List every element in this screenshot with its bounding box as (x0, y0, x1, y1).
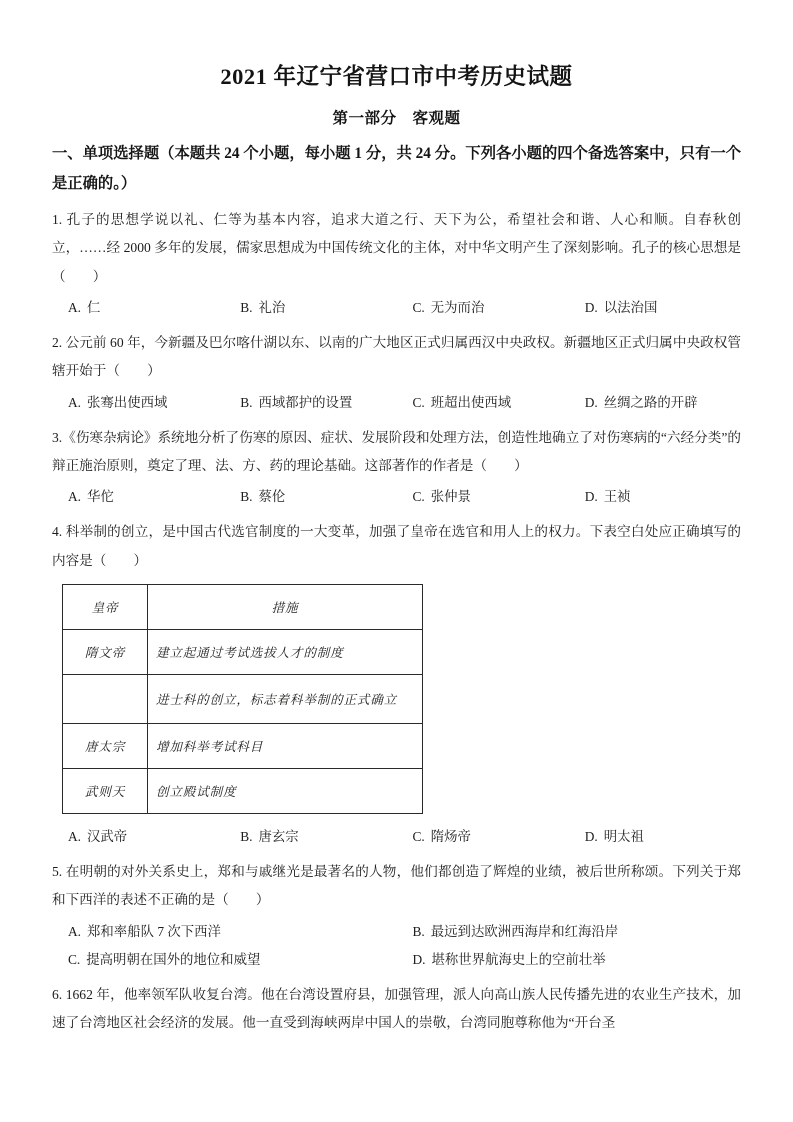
table-header-measure: 措施 (148, 584, 423, 629)
option-text: 礼治 (258, 299, 286, 315)
question-4 (52, 511, 741, 851)
question-5 (52, 851, 741, 974)
table-cell-measure: 创立殿试制度 (148, 768, 423, 813)
option-text: 最远到达欧洲西海岸和红海沿岸 (430, 923, 619, 939)
table-cell-emperor: 武则天 (63, 768, 148, 813)
option-text: 张骞出使西域 (87, 394, 168, 410)
option-label: D. (412, 951, 426, 967)
question-options (52, 386, 741, 417)
option-label: C. (412, 828, 425, 844)
option-a[interactable] (52, 918, 397, 946)
option-text: 堪称世界航海史上的空前壮举 (431, 951, 606, 967)
option-c[interactable] (52, 946, 397, 974)
option-label: A. (68, 394, 82, 410)
option-text: 无为而治 (430, 299, 485, 315)
option-text: 提高明朝在国外的地位和威望 (86, 951, 261, 967)
option-text: 丝绸之路的开辟 (603, 394, 698, 410)
option-text: 西域都护的设置 (258, 394, 353, 410)
question-stem: 4. 科举制的创立，是中国古代选官制度的一大变革，加强了皇帝在选官和用人上的权力。下表空白处应正确填写的内容是（ ） (52, 524, 741, 568)
option-row (52, 823, 741, 851)
option-label: B. (240, 299, 253, 315)
option-c[interactable] (397, 294, 569, 322)
option-row (52, 918, 741, 946)
option-text: 汉武帝 (87, 828, 128, 844)
option-b[interactable] (224, 483, 396, 511)
question-6 (52, 974, 741, 1038)
option-a[interactable] (52, 483, 224, 511)
option-text: 仁 (87, 299, 101, 315)
option-text: 郑和率船队 7 次下西洋 (87, 923, 221, 939)
question-stem: 2. 公元前 60 年，今新疆及巴尔喀什湖以东、以南的广大地区正式归属西汉中央政权。新疆地区正式归属中央政权管辖开始于（ ） (52, 334, 741, 379)
option-label: B. (240, 828, 253, 844)
option-a[interactable] (52, 389, 224, 417)
option-label: B. (240, 394, 253, 410)
option-label: D. (584, 299, 598, 315)
option-b[interactable] (397, 918, 742, 946)
table-cell-emperor-blank (63, 674, 148, 723)
table-cell-measure: 进士科的创立，标志着科举制的正式确立 (148, 674, 423, 723)
table-row (63, 629, 423, 674)
part-subtitle: 第一部分 客观题 (332, 110, 461, 128)
question-options (52, 480, 741, 511)
question-3 (52, 417, 741, 512)
question-1 (52, 199, 741, 322)
table-row (63, 674, 423, 723)
option-d[interactable] (569, 823, 741, 851)
keju-table-wrapper (52, 575, 741, 820)
option-d[interactable] (569, 389, 741, 417)
option-d[interactable] (569, 483, 741, 511)
option-label: D. (584, 489, 598, 505)
section-heading: 一、单项选择题（本题共 24 个小题，每小题 1 分，共 24 分。下列各小题的四个备选答案中，只有一个是正确的。） (52, 145, 741, 193)
question-stem: 6. 1662 年，他率领军队收复台湾。他在台湾设置府县，加强管理，派人向高山族人民传播先进的农业生产技术，加速了台湾地区社会经济的发展。他一直受到海峡两岸中国人的崇敬，台湾同胞尊称他为“开台圣 (52, 986, 741, 1031)
option-row (52, 294, 741, 322)
option-text: 唐玄宗 (258, 828, 299, 844)
table-header-emperor: 皇帝 (63, 584, 148, 629)
option-text: 张仲景 (430, 489, 471, 505)
table-cell-measure: 增加科举考试科目 (148, 723, 423, 768)
option-text: 以法治国 (603, 299, 658, 315)
option-b[interactable] (224, 823, 396, 851)
option-c[interactable] (397, 483, 569, 511)
table-cell-measure: 建立起通过考试选拔人才的制度 (148, 629, 423, 674)
question-stem: 5. 在明朝的对外关系史上，郑和与戚继光是最著名的人物，他们都创造了辉煌的业绩，被后世所称颂。下列关于郑和下西洋的表述不正确的是（ ） (52, 863, 741, 908)
option-text: 班超出使西域 (430, 394, 512, 410)
table-row (63, 723, 423, 768)
page-title: 2021 年辽宁省营口市中考历史试题 (220, 64, 573, 89)
option-label: D. (584, 394, 598, 410)
option-c[interactable] (397, 389, 569, 417)
option-c[interactable] (397, 823, 569, 851)
option-b[interactable] (224, 294, 396, 322)
option-label: D. (584, 828, 598, 844)
option-row (52, 483, 741, 511)
option-a[interactable] (52, 823, 224, 851)
question-options (52, 820, 741, 851)
option-row (52, 946, 741, 974)
option-label: C. (68, 951, 81, 967)
option-text: 王祯 (603, 489, 631, 505)
option-label: A. (68, 299, 82, 315)
option-text: 华佗 (87, 489, 114, 505)
option-label: A. (68, 923, 82, 939)
option-label: B. (240, 489, 253, 505)
option-row (52, 389, 741, 417)
table-cell-emperor: 隋文帝 (63, 629, 148, 674)
option-text: 蔡伦 (258, 489, 286, 505)
keju-measures-table (62, 584, 423, 814)
table-row (63, 768, 423, 813)
option-label: A. (68, 828, 82, 844)
option-b[interactable] (224, 389, 396, 417)
option-a[interactable] (52, 294, 224, 322)
option-text: 隋炀帝 (430, 828, 471, 844)
question-options (52, 915, 741, 974)
question-2 (52, 322, 741, 417)
table-cell-emperor: 唐太宗 (63, 723, 148, 768)
question-stem: 1. 孔子的思想学说以礼、仁等为基本内容，追求大道之行、天下为公，希望社会和谐、人心和顺。自春秋创立，……经 2000 多年的发展，儒家思想成为中国传统文化的主体，对中华文明产生了深刻影响。孔子的核心思想是（ ） (52, 212, 741, 284)
question-stem: 3.《伤寒杂病论》系统地分析了伤寒的原因、症状、发展阶段和处理方法，创造性地确立了对伤寒病的“六经分类”的辩正施治原则，奠定了理、法、方、药的理论基础。这部著作的作者是（ ） (52, 429, 741, 473)
option-label: C. (412, 299, 425, 315)
option-label: C. (412, 394, 425, 410)
option-d[interactable] (569, 294, 741, 322)
option-label: B. (412, 923, 425, 939)
option-d[interactable] (397, 946, 742, 974)
option-label: A. (68, 489, 82, 505)
option-label: C. (412, 489, 425, 505)
option-text: 明太祖 (603, 828, 644, 844)
table-header-row (63, 584, 423, 629)
question-options (52, 291, 741, 322)
